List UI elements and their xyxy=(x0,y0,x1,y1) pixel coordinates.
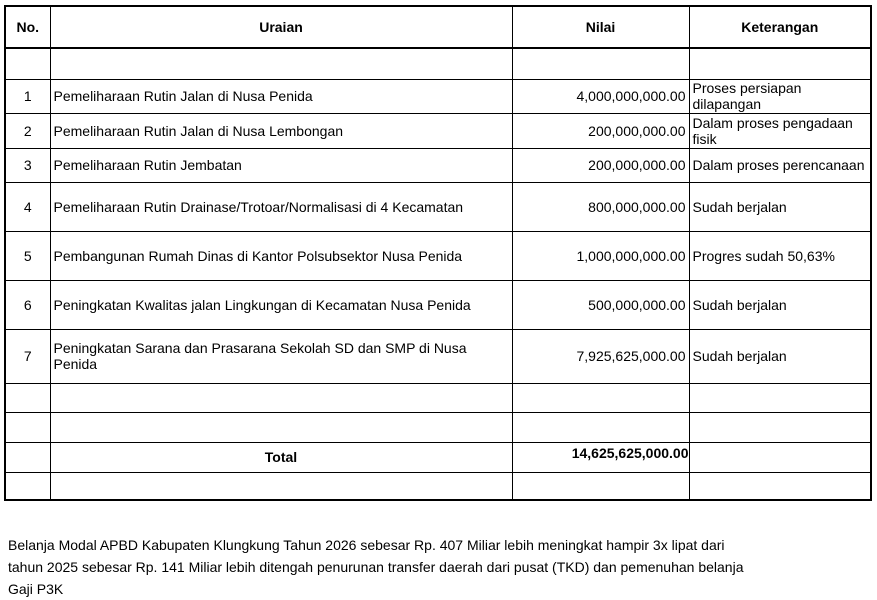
header-row xyxy=(5,6,871,48)
row-no: 4 xyxy=(5,182,50,231)
empty-cell xyxy=(5,412,50,442)
row-nilai: 500,000,000.00 xyxy=(512,280,689,329)
row-uraian: Pemeliharaan Rutin Drainase/Trotoar/Normalisasi di 4 Kecamatan xyxy=(50,182,512,231)
row-uraian: Pemeliharaan Rutin Jalan di Nusa Penida xyxy=(50,79,512,113)
empty-cell xyxy=(689,412,871,442)
row-nilai: 1,000,000,000.00 xyxy=(512,231,689,280)
row-no: 1 xyxy=(5,79,50,113)
empty-cell xyxy=(512,383,689,412)
paragraph-line: Belanja Modal APBD Kabupaten Klungkung Tahun 2026 sebesar Rp. 407 Miliar lebih meningkat hampir 3x lipat dari xyxy=(8,537,725,553)
row-keterangan: Dalam proses pengadaan fisik xyxy=(689,113,871,148)
empty-cell xyxy=(512,472,689,500)
row-no: 7 xyxy=(5,329,50,383)
table-row xyxy=(5,148,871,182)
empty-cell xyxy=(689,442,871,472)
row-no: 6 xyxy=(5,280,50,329)
row-nilai: 7,925,625,000.00 xyxy=(512,329,689,383)
total-label: Total xyxy=(50,442,512,472)
empty-cell xyxy=(689,472,871,500)
header-nilai: Nilai xyxy=(512,6,689,48)
row-uraian: Pemeliharaan Rutin Jalan di Nusa Lembongan xyxy=(50,113,512,148)
paragraph-line: tahun 2025 sebesar Rp. 141 Miliar lebih ditengah penurunan transfer daerah dari pusat (TKD) dan pemenuhan belanja xyxy=(8,559,744,575)
empty-cell xyxy=(5,48,50,79)
row-no: 2 xyxy=(5,113,50,148)
total-row xyxy=(5,442,871,472)
row-uraian: Peningkatan Sarana dan Prasarana Sekolah SD dan SMP di Nusa Penida xyxy=(50,329,512,383)
table-row xyxy=(5,280,871,329)
empty-cell xyxy=(5,472,50,500)
table-row-empty xyxy=(5,472,871,500)
row-nilai: 200,000,000.00 xyxy=(512,113,689,148)
empty-cell xyxy=(50,48,512,79)
header-uraian: Uraian xyxy=(50,6,512,48)
row-keterangan: Sudah berjalan xyxy=(689,182,871,231)
empty-cell xyxy=(50,412,512,442)
row-no: 5 xyxy=(5,231,50,280)
empty-cell xyxy=(512,412,689,442)
header-no: No. xyxy=(5,6,50,48)
row-keterangan: Sudah berjalan xyxy=(689,329,871,383)
empty-cell xyxy=(50,383,512,412)
empty-cell xyxy=(5,442,50,472)
row-keterangan: Proses persiapan dilapangan xyxy=(689,79,871,113)
row-uraian: Peningkatan Kwalitas jalan Lingkungan di Kecamatan Nusa Penida xyxy=(50,280,512,329)
table-row-empty xyxy=(5,383,871,412)
row-nilai: 200,000,000.00 xyxy=(512,148,689,182)
row-keterangan: Progres sudah 50,63% xyxy=(689,231,871,280)
empty-cell xyxy=(689,48,871,79)
empty-cell xyxy=(689,383,871,412)
row-keterangan: Dalam proses perencanaan xyxy=(689,148,871,182)
table-row xyxy=(5,182,871,231)
table-row xyxy=(5,231,871,280)
table-row xyxy=(5,113,871,148)
table-row xyxy=(5,79,871,113)
table-row xyxy=(5,329,871,383)
table-row-empty xyxy=(5,48,871,79)
header-keterangan: Keterangan xyxy=(689,6,871,48)
empty-cell xyxy=(512,48,689,79)
row-nilai: 800,000,000.00 xyxy=(512,182,689,231)
row-uraian: Pemeliharaan Rutin Jembatan xyxy=(50,148,512,182)
row-no: 3 xyxy=(5,148,50,182)
table-row-empty xyxy=(5,412,871,442)
empty-cell xyxy=(5,383,50,412)
budget-table xyxy=(4,5,872,501)
total-value: 14,625,625,000.00 xyxy=(512,442,689,472)
summary-paragraph xyxy=(8,534,808,600)
empty-cell xyxy=(50,472,512,500)
paragraph-line: Gaji P3K xyxy=(8,581,64,597)
row-nilai: 4,000,000,000.00 xyxy=(512,79,689,113)
row-keterangan: Sudah berjalan xyxy=(689,280,871,329)
row-uraian: Pembangunan Rumah Dinas di Kantor Polsubsektor Nusa Penida xyxy=(50,231,512,280)
